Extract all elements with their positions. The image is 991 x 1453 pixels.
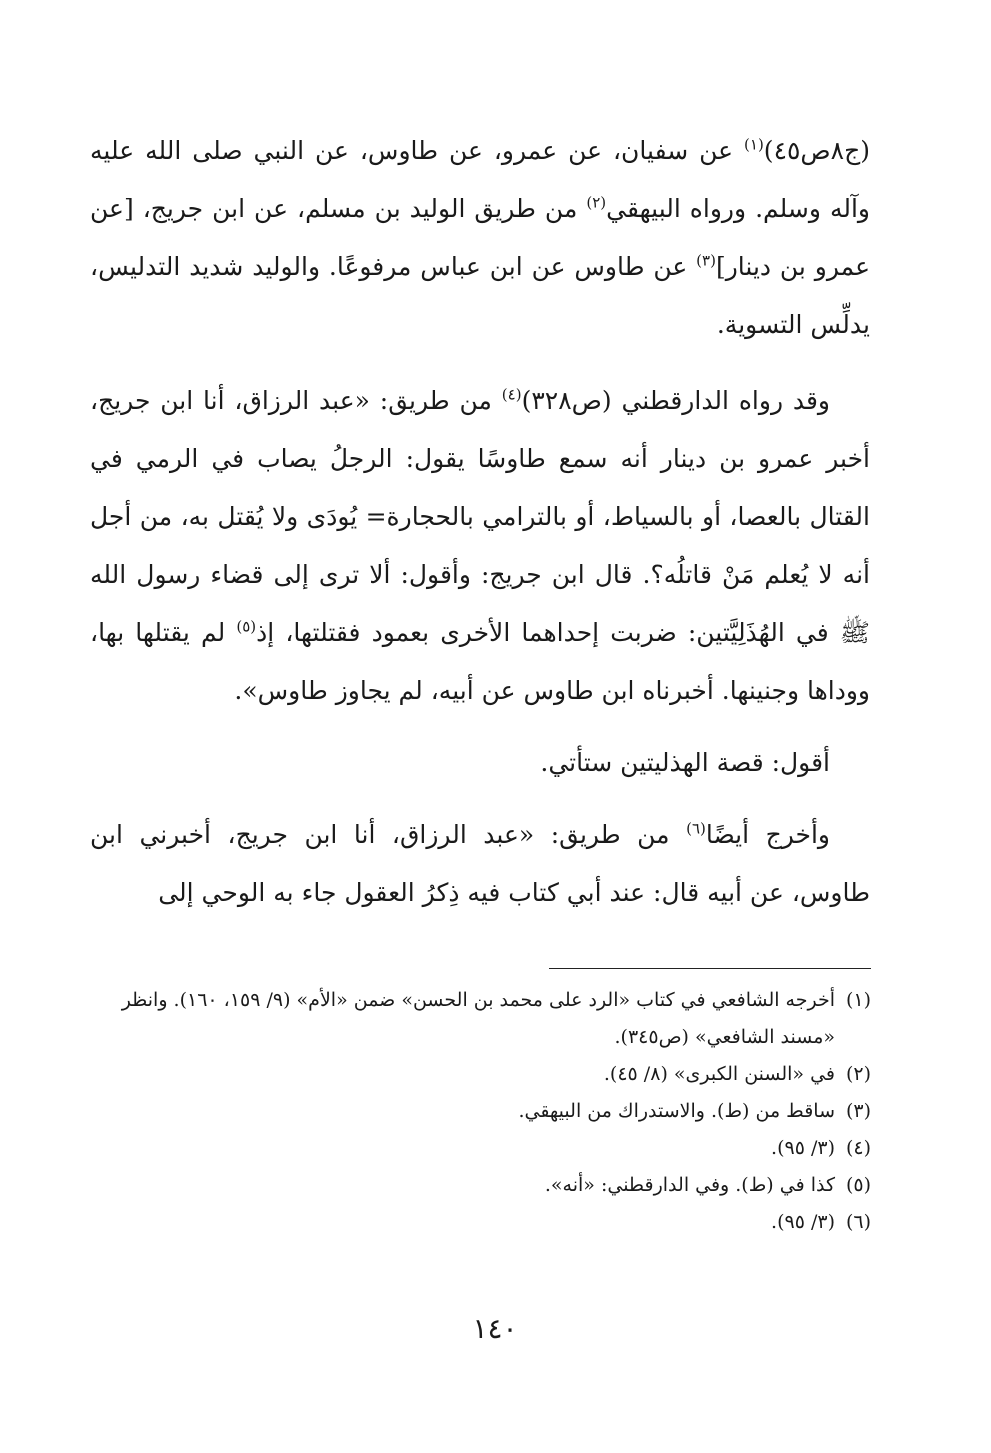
footnote-ref-4[interactable]: (٤) (501, 385, 522, 404)
paragraph-2-text-2: من طريق: «عبد الرزاق، أنا ابن جريج، أخبر عمرو بن دينار أنه سمع طاوسًا يقول: الرجلُ يصاب في الرمي في القتال بالعصا، أو بالسياط، أو بالترامي بالحجارة= يُودَى ولا يُقتل به، من أجل أنه لا يُعلم مَنْ قاتلُه؟. قال ابن جريج: وأقول: ألا ترى إلى قضاء رسول الله ﷺ في الهُذَلِيَّتين: ضربت إحداهما الأخرى بعمود فقتلتها، إذ (90, 386, 870, 647)
page-number: ١٤٠ (472, 1312, 518, 1345)
paragraph-4-text-2: من طريق: «عبد الرزاق، أنا ابن جريج، أخبرني ابن طاوس، عن أبيه قال: عند أبي كتاب فيه ذِكرُ العقول جاء به الوحي إلى (90, 820, 870, 907)
page-body (90, 122, 870, 936)
footnote-text: في «السنن الكبرى» (٨/ ٤٥). (603, 1063, 835, 1085)
footnote-text: (٣/ ٩٥). (771, 1211, 835, 1233)
paragraph-3 (90, 734, 870, 792)
footnote-number: (٢) (845, 1063, 871, 1085)
footnote-text: أخرجه الشافعي في كتاب «الرد على محمد بن الحسن» ضمن «الأم» (٩/ ١٥٩، ١٦٠). وانظر «مسند الشافعي» (ص٣٤٥). (121, 989, 835, 1048)
paragraph-1 (90, 122, 870, 354)
footnote-ref-1[interactable]: (١) (744, 135, 764, 154)
footnote-5 (81, 1167, 871, 1204)
paragraph-4-text-1: وأخرج أيضًا (705, 820, 831, 849)
footnote-ref-5[interactable]: (٥) (236, 617, 257, 636)
paragraph-1-text-1: (ج٨ص٤٥) (763, 136, 870, 165)
footnote-ref-3[interactable]: (٣) (696, 251, 716, 270)
footnote-text: ساقط من (ط). والاستدراك من البيهقي. (518, 1100, 835, 1122)
paragraph-1-text-2: عن سفيان، عن عمرو، عن طاوس، عن النبي صلى الله عليه وآله وسلم. ورواه البيهقي (90, 136, 870, 223)
footnote-number: (٥) (845, 1174, 871, 1196)
footnote-ref-6[interactable]: (٦) (686, 819, 706, 838)
footnote-2 (81, 1056, 871, 1093)
footnote-number: (٤) (845, 1137, 871, 1159)
footnote-ref-2[interactable]: (٢) (586, 193, 607, 212)
paragraph-4 (90, 806, 870, 922)
footnote-4 (81, 1130, 871, 1167)
paragraph-3-text-1: أقول: قصة الهذليتين ستأتي. (540, 748, 830, 777)
footnote-3 (81, 1093, 871, 1130)
footnote-number: (٦) (845, 1211, 871, 1233)
footnote-separator (549, 968, 871, 969)
paragraph-2-text-1: وقد رواه الدارقطني (ص٣٢٨) (521, 386, 831, 415)
footnote-1 (81, 982, 871, 1056)
footnote-text: (٣/ ٩٥). (771, 1137, 835, 1159)
footnote-text: كذا في (ط). وفي الدارقطني: «أنه». (544, 1174, 835, 1196)
footnotes (81, 982, 871, 1241)
paragraph-2 (90, 372, 870, 720)
footnote-number: (١) (845, 989, 871, 1011)
footnote-number: (٣) (845, 1100, 871, 1122)
paragraph-2-text-3: لم يقتلها بها، ووداها وجنينها. أخبرناه ابن طاوس عن أبيه، لم يجاوز طاوس». (90, 618, 870, 705)
paragraph-1-text-3: من طريق الوليد بن مسلم، عن ابن جريج، [عن عمرو بن دينار] (90, 194, 870, 281)
footnote-6 (81, 1204, 871, 1241)
paragraph-1-text-4: عن طاوس عن ابن عباس مرفوعًا. والوليد شديد التدليس، يدلِّس التسوية. (90, 252, 870, 339)
